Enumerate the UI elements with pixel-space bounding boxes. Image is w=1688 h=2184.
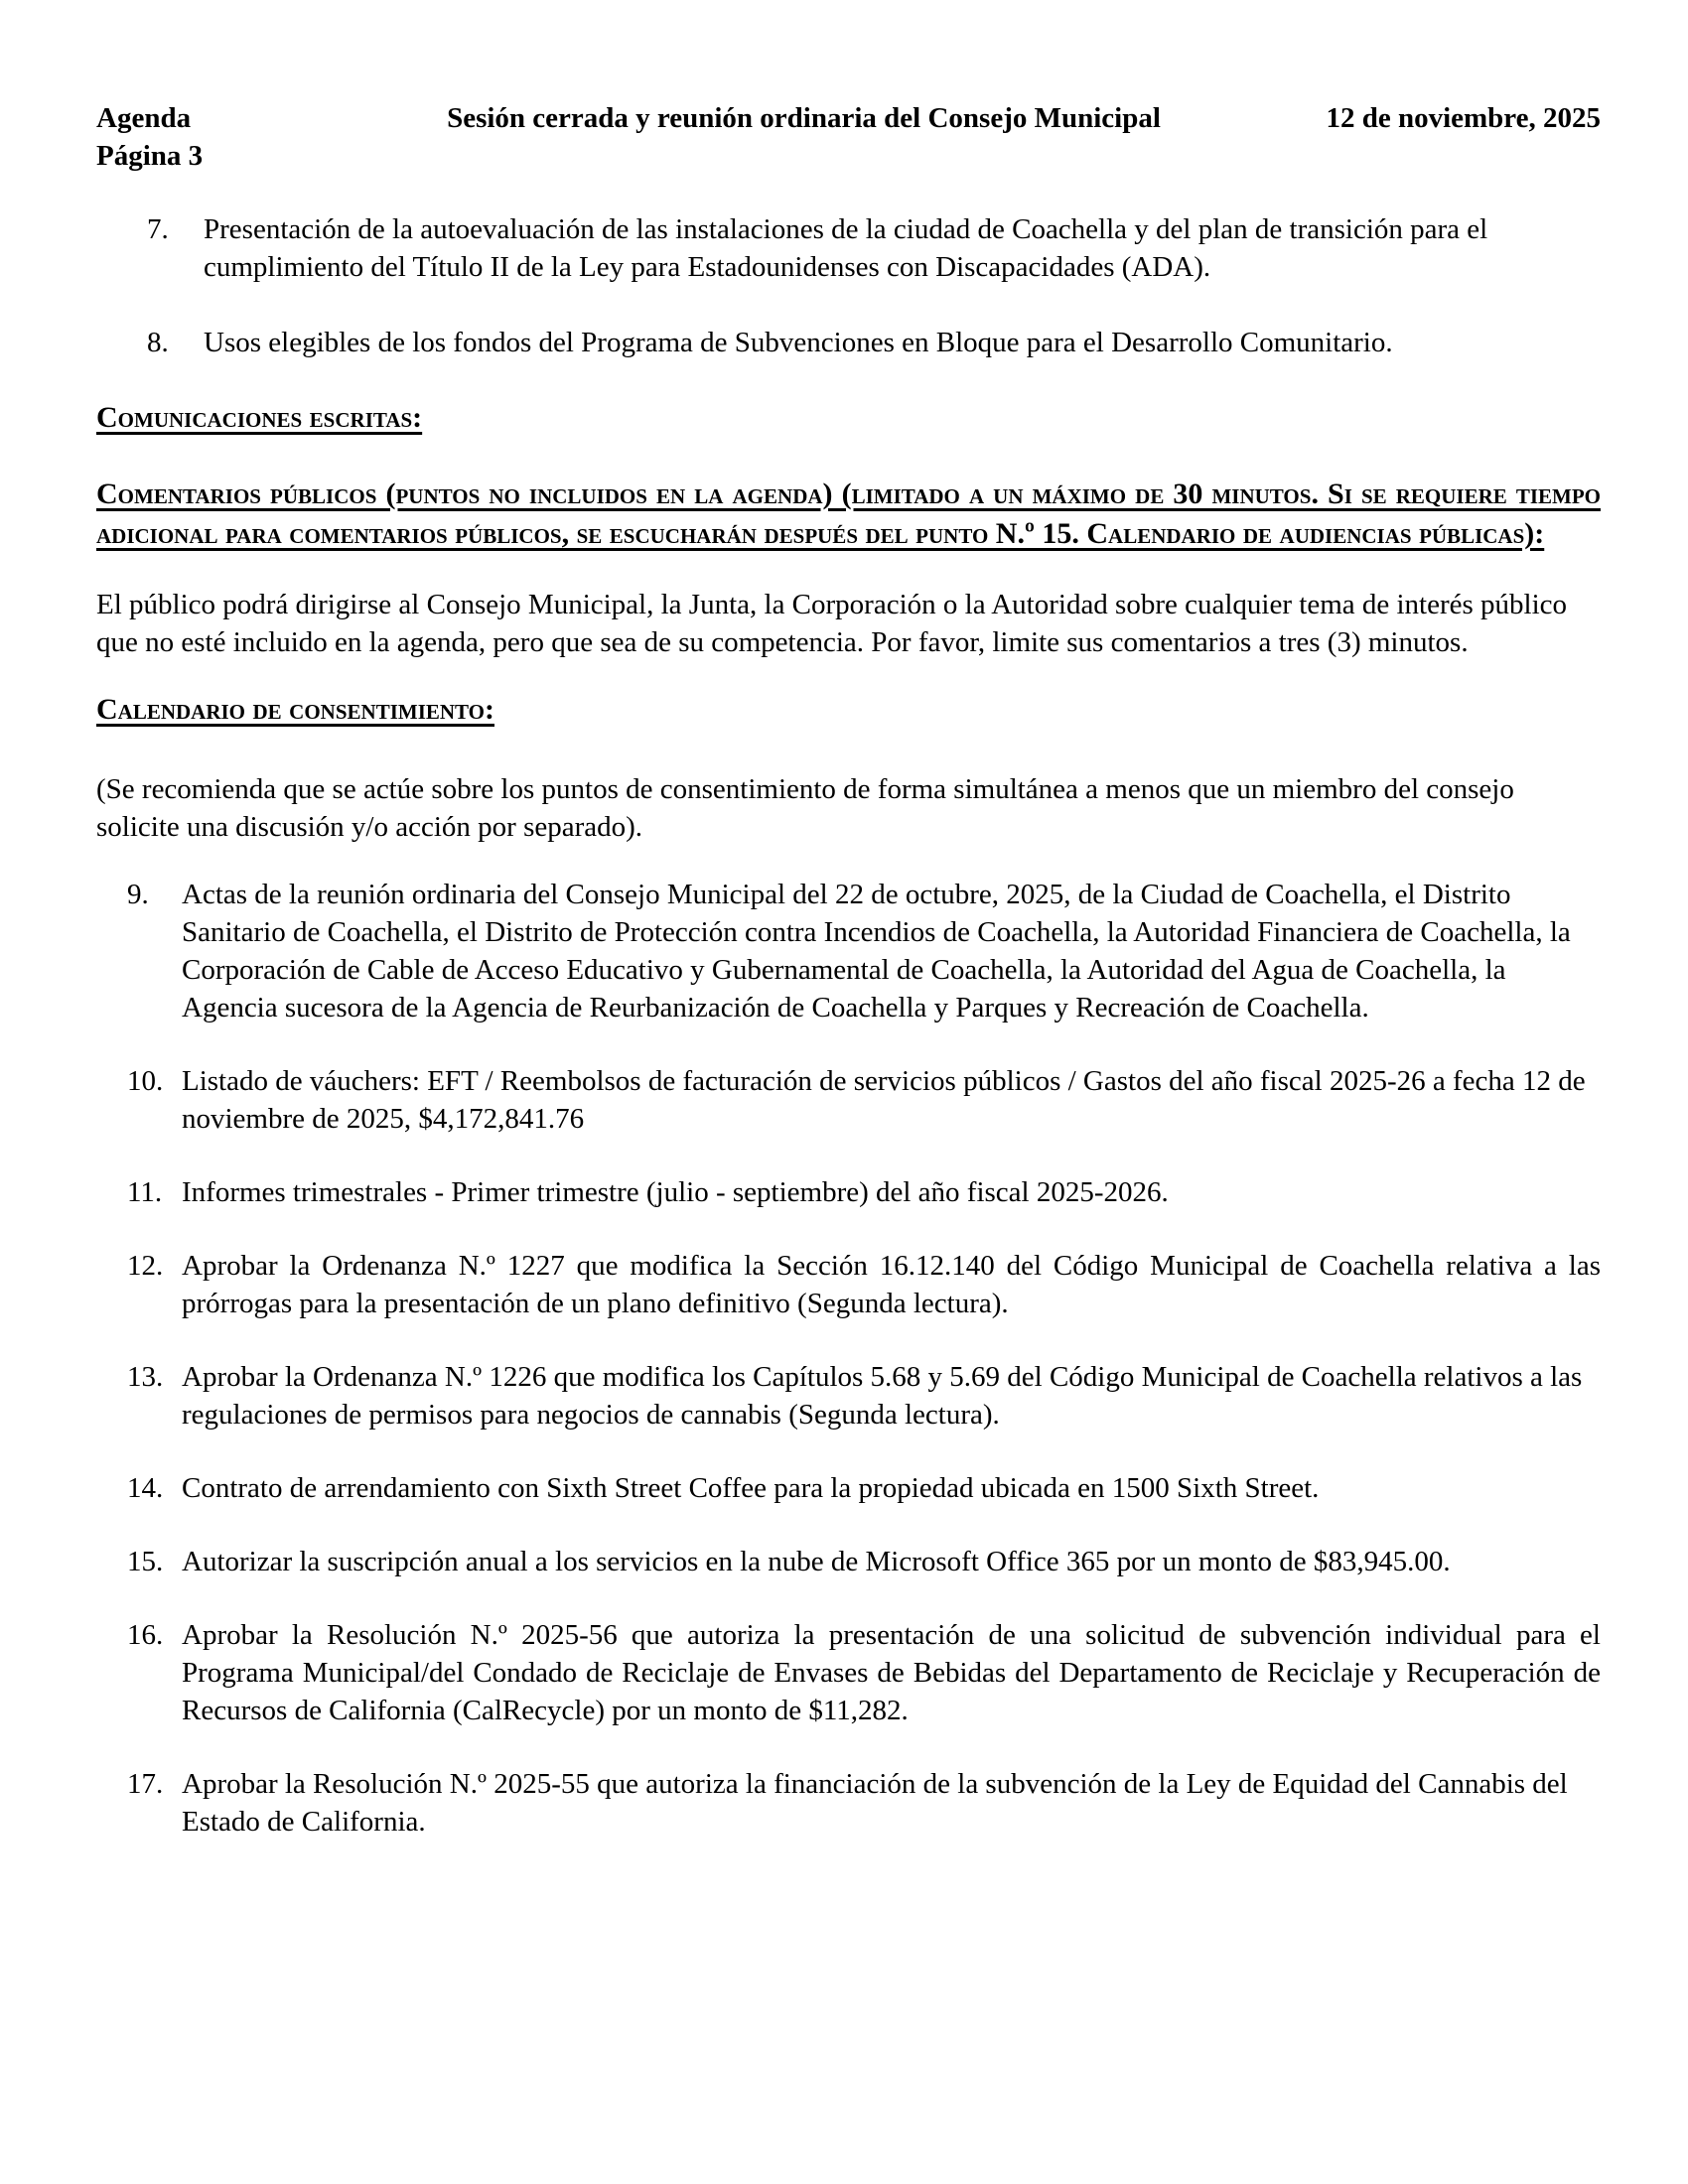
item-text: Presentación de la autoevaluación de las instalaciones de la ciudad de Coachella y del plan de transición para el cumplimiento del Título II de la Ley para Estadounidenses con Discapacidades (ADA). (204, 213, 1488, 283)
item-text: Listado de váuchers: EFT / Reembolsos de facturación de servicios públicos / Gastos del año fiscal 2025-26 a fecha 12 de noviembre de 2025, $4,172,841.76 (182, 1065, 1586, 1135)
section-heading-comunicaciones-escritas: Comunicaciones escritas: (96, 401, 423, 434)
item-number: 10. (127, 1065, 164, 1097)
agenda-item-12 (96, 1247, 1601, 1322)
item-number: 12. (127, 1250, 164, 1282)
agenda-item-7 (96, 210, 1601, 286)
item-text: Aprobar la Ordenanza N.º 1227 que modifica la Sección 16.12.140 del Código Municipal de Coachella relativa a las prórrogas para la presentación de un plano definitivo (Segunda lectura). (182, 1250, 1601, 1319)
page-number-label: Página 3 (96, 140, 204, 172)
item-number: 16. (127, 1619, 164, 1651)
item-number: 15. (127, 1546, 164, 1577)
meeting-date: 12 de noviembre, 2025 (1326, 102, 1601, 134)
agenda-item-14 (96, 1469, 1601, 1507)
agenda-item-16 (96, 1616, 1601, 1729)
agenda-item-8 (96, 324, 1601, 361)
item-text: Aprobar la Ordenanza N.º 1226 que modifica los Capítulos 5.68 y 5.69 del Código Municipal de Coachella relativos a las regulaciones de permisos para negocios de cannabis (Segunda lectura). (182, 1361, 1583, 1431)
item-text: Contrato de arrendamiento con Sixth Street Coffee para la propiedad ubicada en 1500 Sixth Street. (182, 1472, 1320, 1504)
agenda-item-17 (96, 1765, 1601, 1841)
agenda-item-9 (96, 876, 1601, 1026)
item-text: Aprobar la Resolución N.º 2025-55 que autoriza la financiación de la subvención de la Ley de Equidad del Cannabis del Estado de California. (182, 1768, 1568, 1838)
doc-label: Agenda (96, 102, 192, 134)
item-number: 13. (127, 1361, 164, 1393)
item-number: 17. (127, 1768, 164, 1800)
agenda-item-11 (96, 1173, 1601, 1211)
page-header (96, 99, 1601, 175)
item-text: Actas de la reunión ordinaria del Consejo Municipal del 22 de octubre, 2025, de la Ciudad de Coachella, el Distrito Sanitario de Coachella, el Distrito de Protección contra Incendios de Coachella, la Autoridad Financiera de Coachella, la Corporación de Cable de Acceso Educativo y Gubernamental de Coachella, la Autoridad del Agua de Coachella, la Agencia sucesora de la Agencia de Reurbanización de Coachella y Parques y Recreación de Coachella. (182, 879, 1571, 1024)
item-number: 7. (147, 213, 169, 245)
item-text: Aprobar la Resolución N.º 2025-56 que autoriza la presentación de una solicitud de subvención individual para el Programa Municipal/del Condado de Reciclaje de Envases de Bebidas del Departamento de Reciclaje y Recuperación de Recursos de California (CalRecycle) por un monto de $11,282. (182, 1619, 1601, 1726)
item-text: Autorizar la suscripción anual a los servicios en la nube de Microsoft Office 365 por un monto de $83,945.00. (182, 1546, 1451, 1577)
item-number: 8. (147, 327, 169, 358)
section-heading-calendario-consentimiento: Calendario de consentimiento: (96, 693, 494, 726)
item-number: 14. (127, 1472, 164, 1504)
header-row (96, 99, 1601, 137)
meeting-title: Sesión cerrada y reunión ordinaria del Consejo Municipal (447, 102, 1161, 134)
item-number: 9. (127, 879, 149, 910)
item-text: Informes trimestrales - Primer trimestre (julio - septiembre) del año fiscal 2025-2026. (182, 1176, 1169, 1208)
section-heading-comentarios-publicos: Comentarios públicos (puntos no incluidos en la agenda) (limitado a un máximo de 30 minutos. Si se requiere tiempo adicional para comentarios públicos, se escucharán después del punto N.º 15. Calendario de audiencias públicas): (96, 478, 1601, 550)
agenda-item-15 (96, 1543, 1601, 1580)
item-number: 11. (127, 1176, 163, 1208)
consent-calendar-note: (Se recomienda que se actúe sobre los puntos de consentimiento de forma simultánea a menos que un miembro del consejo solicite una discusión y/o acción por separado). (96, 773, 1514, 843)
agenda-item-13 (96, 1358, 1601, 1433)
public-comments-paragraph: El público podrá dirigirse al Consejo Municipal, la Junta, la Corporación o la Autoridad sobre cualquier tema de interés público que no esté incluido en la agenda, pero que sea de su competencia. Por favor, limite sus comentarios a tres (3) minutos. (96, 589, 1568, 658)
item-text: Usos elegibles de los fondos del Programa de Subvenciones en Bloque para el Desarrollo Comunitario. (204, 327, 1393, 358)
agenda-item-10 (96, 1062, 1601, 1138)
